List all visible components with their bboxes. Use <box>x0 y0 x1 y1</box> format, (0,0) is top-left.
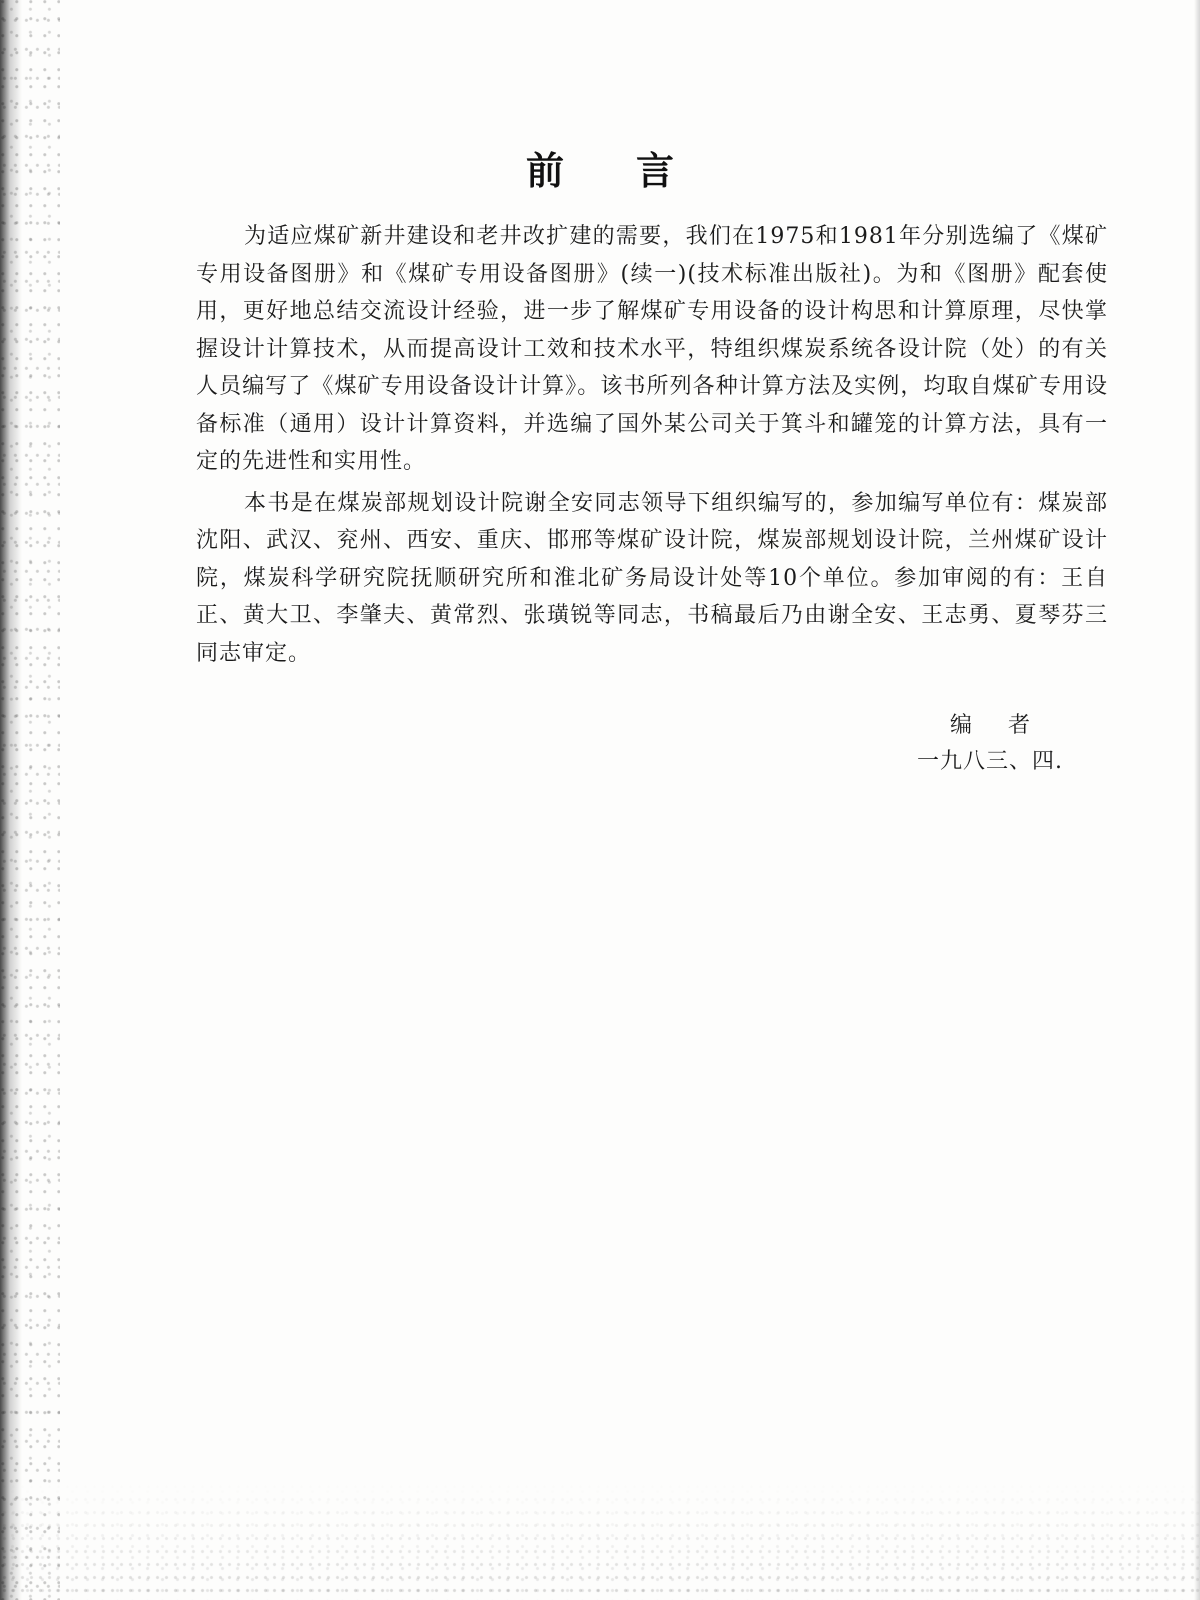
paragraph: 为适应煤矿新井建设和老井改扩建的需要，我们在1975和1981年分别选编了《煤矿专用设备图册》和《煤矿专用设备图册》(续一)(技术标准出版社)。为和《图册》配套使用，更好地总结交流设计经验，进一步了解煤矿专用设备的设计构思和计算原理，尽快掌握设计计算技术，从而提高设计工效和技术水平，特组织煤炭系统各设计院（处）的有关人员编写了《煤矿专用设备设计计算》。该书所列各种计算方法及实例，均取自煤矿专用设备标准（通用）设计计算资料，并选编了国外某公司关于箕斗和罐笼的计算方法，具有一定的先进性和实用性。 <box>196 224 1108 474</box>
scan-speckle-left <box>0 0 60 1600</box>
signature-block <box>900 708 1080 780</box>
paragraph: 本书是在煤炭部规划设计院谢全安同志领导下组织编写的，参加编写单位有：煤炭部沈阳、武汉、兖州、西安、重庆、邯邢等煤矿设计院，煤炭部规划设计院，兰州煤矿设计院，煤炭科学研究院抚顺研究所和淮北矿务局设计处等10个单位。参加审阅的有：王自正、黄大卫、李肇夫、黄常烈、张璜锐等同志，书稿最后乃由谢全安、王志勇、夏琴芬三同志审定。 <box>196 490 1108 666</box>
signature-date: 一九八三、四. <box>917 749 1063 774</box>
page-title: 前言 <box>525 149 746 193</box>
preface-body <box>196 218 1108 676</box>
author-signature: 编者 <box>949 713 1066 738</box>
page-edge-right <box>1194 0 1200 1600</box>
scan-noise-bottom <box>0 1480 1200 1600</box>
